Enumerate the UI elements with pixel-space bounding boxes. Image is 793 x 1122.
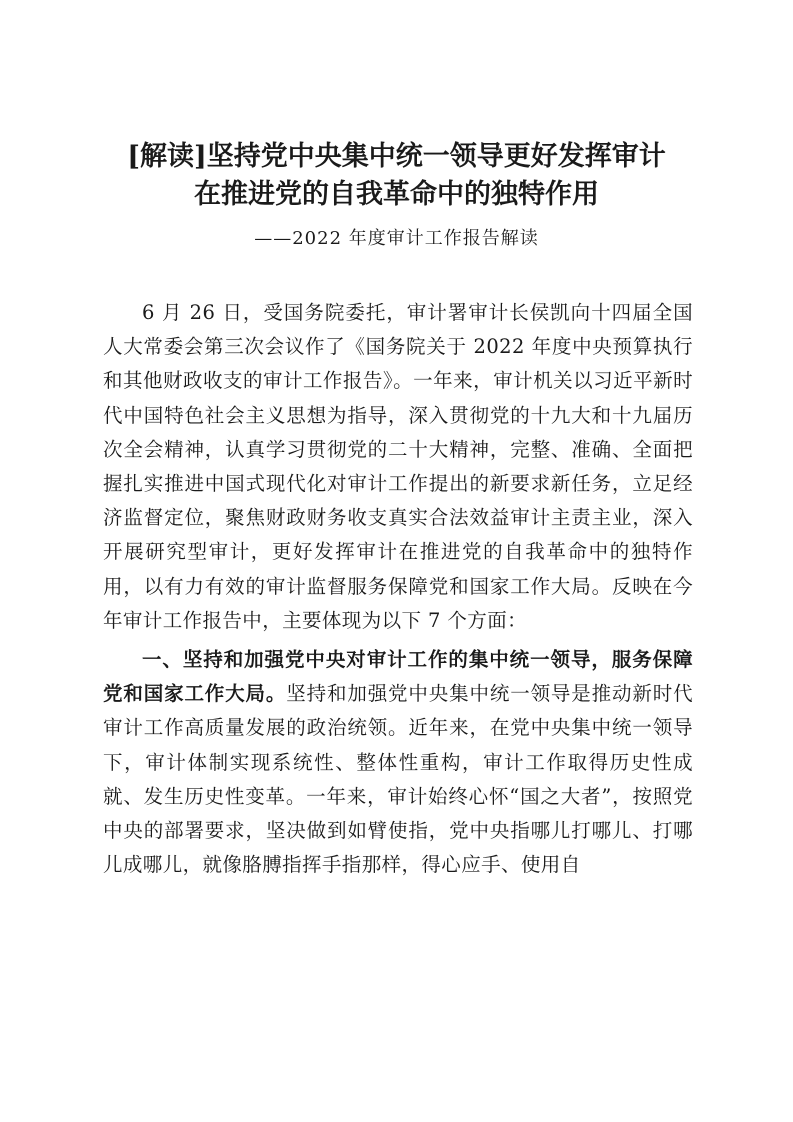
- paragraph-intro: 6 月 26 日，受国务院委托，审计署审计长侯凯向十四届全国人大常委会第三次会议作了《国务院关于 2022 年度中央预算执行和其他财政收支的审计工作报告》。一年来，审计机关以习近平新时代中国特色社会主义思想为指导，深入贯彻党的十九大和十九届历次全会精神，认真学习贯彻党的二十大精神，完整、准确、全面把握扎实推进中国式现代化对审计工作提出的新要求新任务，立足经济监督定位，聚焦财政财务收支真实合法效益审计主责主业，深入开展研究型审计，更好发挥审计在推进党的自我革命中的独特作用，以有力有效的审计监督服务保障党和国家工作大局。反映在今年审计工作报告中，主要体现为以下 7 个方面：: [103, 301, 693, 632]
- document-title-line-2: 在推进党的自我革命中的独特作用: [194, 179, 599, 210]
- section-1-heading: 一、坚持和加强党中央对审计工作的集中统一领导，服务保障党和国家工作大局。: [103, 648, 693, 706]
- section-1-text: 坚持和加强党中央集中统一领导是推动新时代审计工作高质量发展的政治统领。近年来，在党中央集中统一领导下，审计体制实现系统性、整体性重构，审计工作取得历史性成就、发生历史性变革。一年来，审计始终心怀“国之大者”，按照党中央的部署要求，坚决做到如臂使指，党中央指哪儿打哪儿、打哪儿成哪儿，就像胳膊指挥手指那样，得心应手、使用自: [103, 682, 693, 877]
- document-subtitle: ——2022 年度审计工作报告解读: [254, 228, 539, 249]
- paragraph-section-1: [103, 643, 693, 882]
- document-title-line-1: [解读]坚持党中央集中统一领导更好发挥审计: [127, 141, 666, 172]
- document-body: [103, 296, 693, 882]
